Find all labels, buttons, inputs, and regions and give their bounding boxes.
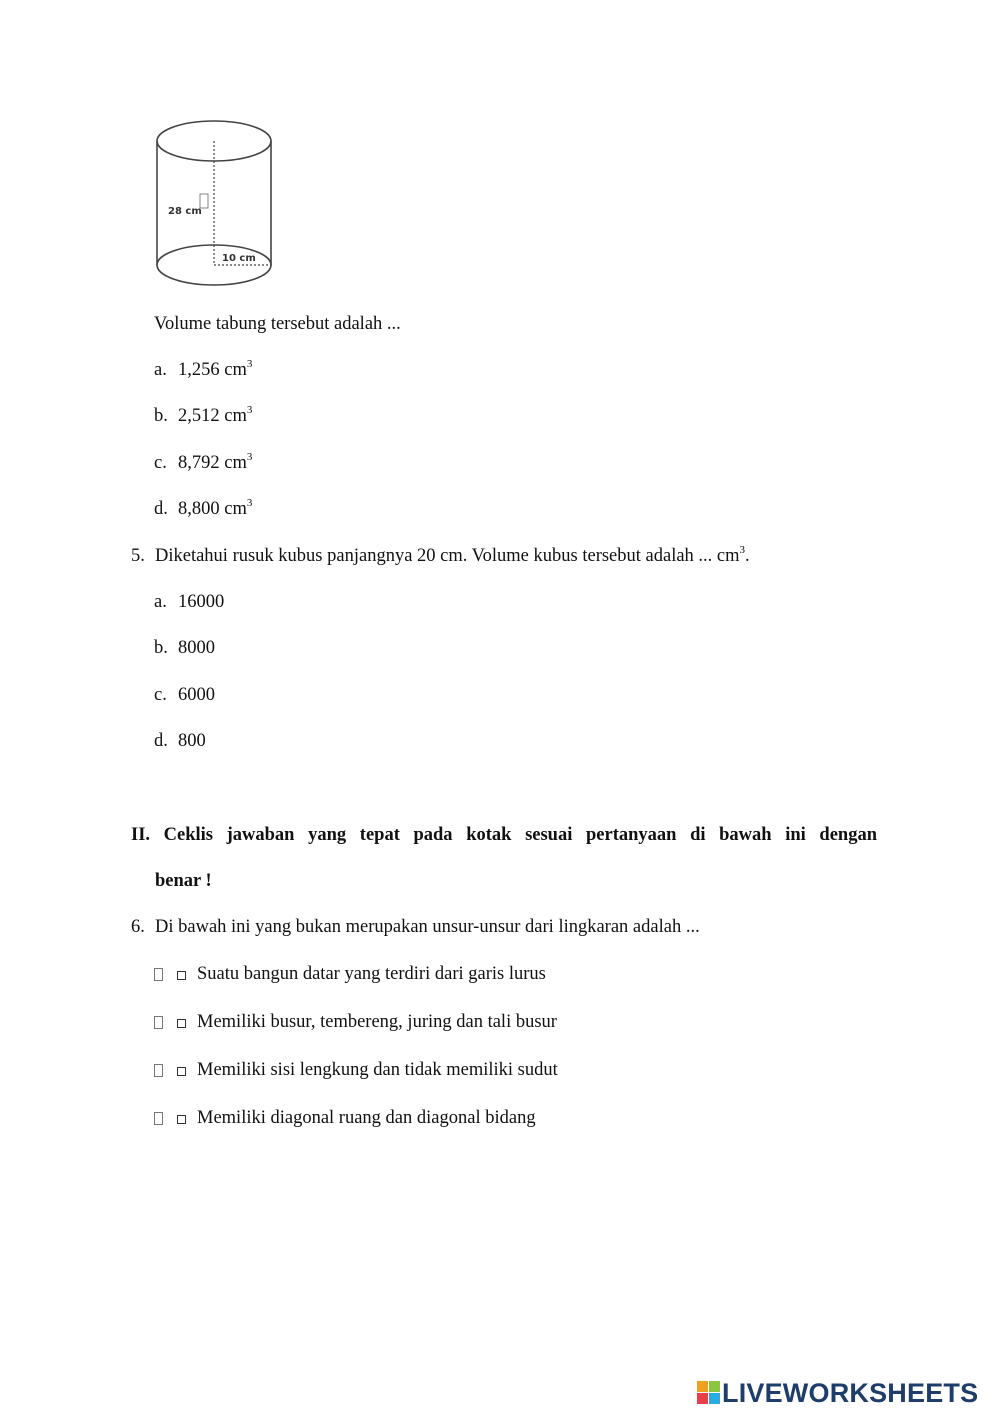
checkbox-placeholder-icon[interactable]	[154, 1064, 163, 1077]
q4-option-b	[154, 404, 252, 428]
checkbox-icon[interactable]	[177, 971, 186, 980]
option-sup: 3	[246, 357, 253, 370]
heading-word: II.	[131, 825, 151, 845]
heading-word: dengan	[819, 825, 877, 845]
heading-word: pada	[413, 825, 453, 845]
checkbox-icon[interactable]	[177, 1067, 186, 1076]
checkbox-placeholder-icon[interactable]	[154, 968, 163, 981]
q6-choice-3[interactable]	[154, 1058, 558, 1082]
option-letter: a.	[154, 360, 167, 380]
q4-prompt: Volume tabung tersebut adalah ...	[154, 314, 401, 334]
liveworksheets-logo-icon	[697, 1381, 721, 1405]
liveworksheets-logo	[697, 1376, 978, 1410]
q4-option-c	[154, 451, 252, 475]
q5-question	[131, 544, 750, 568]
option-letter: b.	[154, 638, 168, 658]
heading-word: tepat	[359, 825, 400, 845]
heading-word: jawaban	[226, 825, 295, 845]
option-text: 8000	[178, 638, 215, 658]
option-text: 16000	[178, 592, 225, 612]
option-letter: a.	[154, 592, 167, 612]
heading-word: pertanyaan	[585, 825, 677, 845]
option-sup: 3	[246, 403, 253, 416]
radius-label: 10 cm	[222, 253, 256, 264]
q5-sup: 3	[739, 543, 746, 556]
heading-word: Ceklis	[163, 825, 213, 845]
heading-word: di	[690, 825, 706, 845]
checkbox-icon[interactable]	[177, 1115, 186, 1124]
checkbox-placeholder-icon[interactable]	[154, 1112, 163, 1125]
heading-word: bawah	[719, 825, 772, 845]
option-text: 1,256 cm	[178, 360, 247, 380]
option-sup: 3	[246, 496, 253, 509]
q5-number: 5.	[131, 546, 145, 566]
option-letter: c.	[154, 685, 167, 705]
q6-number: 6.	[131, 917, 145, 937]
checkbox-placeholder-icon[interactable]	[154, 1016, 163, 1029]
section2-heading	[131, 823, 877, 847]
q6-choice-2[interactable]	[154, 1010, 557, 1034]
option-letter: d.	[154, 731, 168, 751]
option-letter: c.	[154, 453, 167, 473]
q6-text: Di bawah ini yang bukan merupakan unsur-unsur dari lingkaran adalah ...	[155, 917, 700, 937]
section2-heading-line2: benar !	[155, 871, 212, 891]
choice-text: Suatu bangun datar yang terdiri dari garis lurus	[197, 964, 546, 984]
q5-text: Diketahui rusuk kubus panjangnya 20 cm. Volume kubus tersebut adalah ... cm	[155, 546, 740, 566]
option-text: 8,792 cm	[178, 453, 247, 473]
q6-choice-1[interactable]	[154, 962, 546, 986]
q6-choice-4[interactable]	[154, 1106, 536, 1130]
option-text: 8,800 cm	[178, 499, 247, 519]
q6-question	[131, 915, 700, 939]
q5-option-b	[154, 636, 215, 660]
option-letter: b.	[154, 406, 168, 426]
heading-word: ini	[785, 825, 806, 845]
option-sup: 3	[246, 450, 253, 463]
heading-word: kotak	[466, 825, 512, 845]
height-label: 28 cm	[168, 206, 202, 217]
choice-text: Memiliki busur, tembereng, juring dan tali busur	[197, 1012, 557, 1032]
choice-text: Memiliki sisi lengkung dan tidak memiliki sudut	[197, 1060, 558, 1080]
heading-word: sesuai	[525, 825, 573, 845]
option-letter: d.	[154, 499, 168, 519]
q5-end: .	[745, 546, 750, 566]
checkbox-icon[interactable]	[177, 1019, 186, 1028]
q4-option-a	[154, 358, 252, 382]
q5-option-c	[154, 683, 215, 707]
q5-option-a	[154, 590, 224, 614]
choice-text: Memiliki diagonal ruang dan diagonal bidang	[197, 1108, 536, 1128]
cylinder-figure	[150, 112, 280, 292]
option-text: 800	[178, 731, 206, 751]
option-text: 2,512 cm	[178, 406, 247, 426]
q4-option-d	[154, 497, 252, 521]
option-text: 6000	[178, 685, 215, 705]
logo-text: LIVEWORKSHEETS	[722, 1378, 979, 1408]
q5-option-d	[154, 729, 206, 753]
heading-word: yang	[308, 825, 347, 845]
